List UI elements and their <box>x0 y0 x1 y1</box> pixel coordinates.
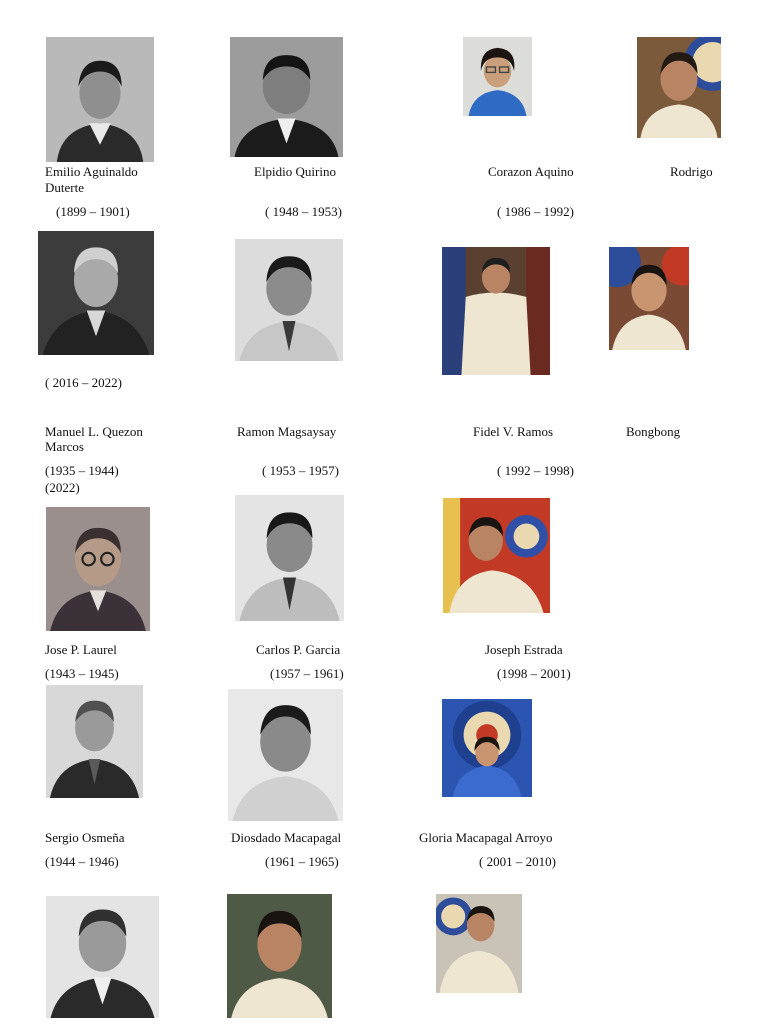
name-label: Bongbong <box>626 424 681 439</box>
portrait-bongbong-marcos <box>609 247 689 350</box>
portrait-garcia <box>235 495 344 621</box>
portrait-noynoy-aquino <box>436 894 522 993</box>
portrait-estrada <box>443 498 550 613</box>
term-years: ( 2016 – 2022) <box>45 375 122 390</box>
name-label: Sergio Osmeña <box>45 830 125 845</box>
portrait-rodrigo-duterte <box>637 37 721 138</box>
name-label: Elpidio Quirino <box>254 164 336 179</box>
term-years: ( 1948 – 1953) <box>265 204 342 219</box>
portrait-laurel <box>46 507 150 631</box>
term-years: ( 1986 – 1992) <box>497 204 574 219</box>
name-label: Fidel V. Ramos <box>473 424 554 439</box>
name-label: Ramon Magsaysay <box>237 424 337 439</box>
term-years: ( 1953 – 1957) <box>262 463 339 478</box>
term-years: ( 2001 – 2010) <box>479 854 556 869</box>
portrait-arroyo <box>442 699 532 797</box>
portrait-magsaysay <box>235 239 343 361</box>
name-label: Joseph Estrada <box>485 642 563 657</box>
name-label: Duterte <box>45 180 84 195</box>
term-years: ( 1992 – 1998) <box>497 463 574 478</box>
term-years: (1943 – 1945) <box>45 666 119 681</box>
name-label: Carlos P. Garcia <box>256 642 341 657</box>
term-years: (1957 – 1961) <box>270 666 344 681</box>
term-years: (1944 – 1946) <box>45 854 119 869</box>
term-years: (1899 – 1901) <box>56 204 130 219</box>
term-years: (1961 – 1965) <box>265 854 339 869</box>
name-label: Diosdado Macapagal <box>231 830 342 845</box>
portrait-macapagal <box>228 689 343 821</box>
name-label: Corazon Aquino <box>488 164 574 179</box>
portrait-quezon <box>38 231 154 355</box>
term-years: (1935 – 1944) <box>45 463 119 478</box>
name-label: Manuel L. Quezon <box>45 424 143 439</box>
portrait-aguinaldo <box>46 37 154 162</box>
portrait-osmena <box>46 685 143 798</box>
term-years: (1998 – 2001) <box>497 666 571 681</box>
portrait-corazon-aquino <box>463 37 532 116</box>
portrait-ferdinand-marcos <box>227 894 332 1018</box>
portrait-roxas <box>46 896 159 1018</box>
name-label: Jose P. Laurel <box>45 642 117 657</box>
name-label: Rodrigo <box>670 164 713 179</box>
portrait-fidel-ramos <box>442 247 550 375</box>
name-label: Gloria Macapagal Arroyo <box>419 830 553 845</box>
name-label: Emilio Aguinaldo <box>45 164 138 179</box>
portrait-quirino <box>230 37 343 157</box>
term-years: (2022) <box>45 480 80 495</box>
name-label: Marcos <box>45 439 84 454</box>
